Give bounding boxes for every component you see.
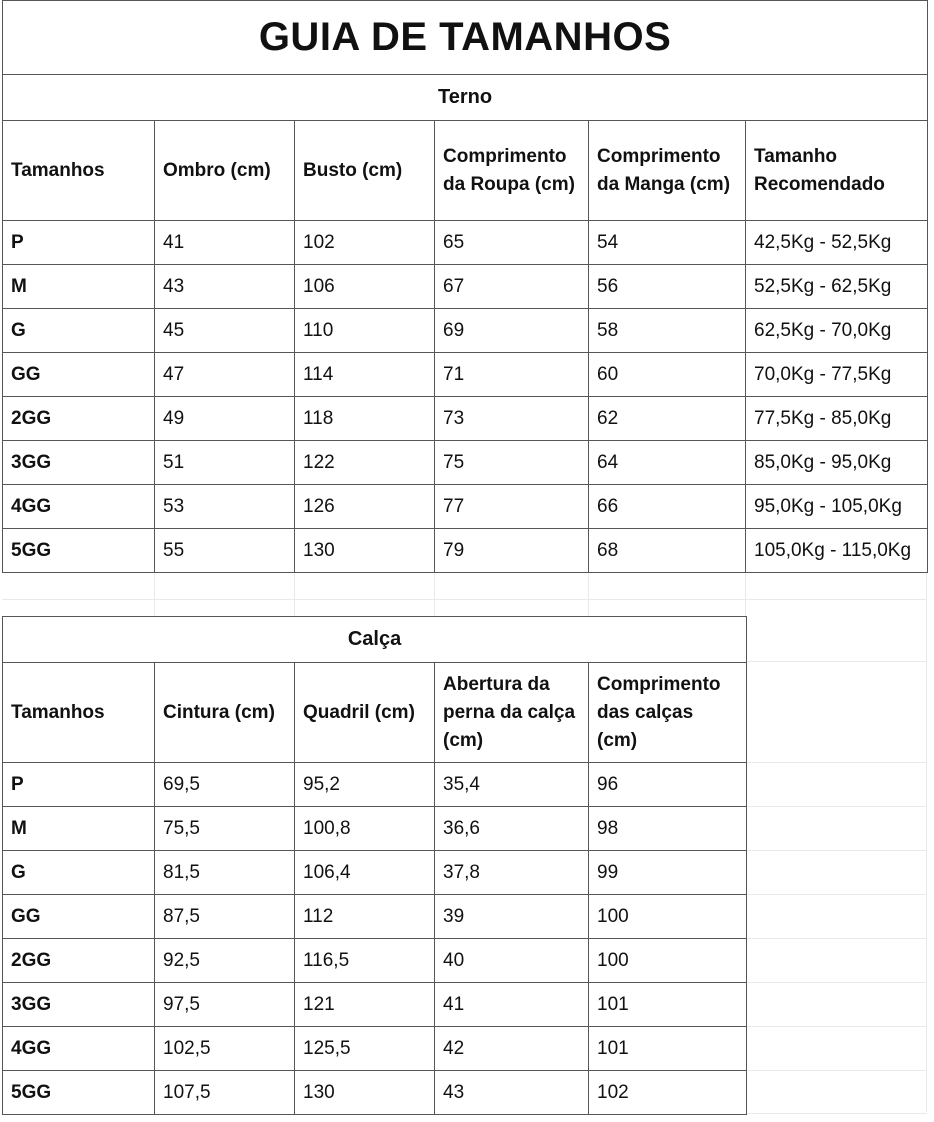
table-cell: 55 [155, 529, 295, 573]
table-cell: 100,8 [295, 807, 435, 851]
table-cell: 65 [435, 221, 589, 265]
gridline [434, 572, 435, 616]
table-cell: 102 [589, 1071, 747, 1115]
table-cell: 102 [295, 221, 435, 265]
terno-header-comprimento-roupa: Comprimento da Roupa (cm) [435, 121, 589, 221]
table-cell: 70,0Kg - 77,5Kg [746, 353, 928, 397]
table-row [3, 485, 928, 529]
gridline [745, 1113, 927, 1114]
table-cell: 126 [295, 485, 435, 529]
table-cell: 92,5 [155, 939, 295, 983]
calca-header-abertura-perna: Abertura da perna da calça (cm) [435, 663, 589, 763]
table-cell: 102,5 [155, 1027, 295, 1071]
table-cell: 60 [589, 353, 746, 397]
size-cell: G [3, 309, 155, 353]
table-cell: 53 [155, 485, 295, 529]
page-title: GUIA DE TAMANHOS [3, 1, 928, 75]
gridline [154, 572, 155, 616]
size-cell: GG [3, 353, 155, 397]
calca-table [2, 616, 747, 1115]
size-cell: 5GG [3, 529, 155, 573]
table-cell: 85,0Kg - 95,0Kg [746, 441, 928, 485]
gridline [745, 762, 927, 763]
size-cell: M [3, 807, 155, 851]
table-row [3, 1071, 747, 1115]
table-cell: 43 [155, 265, 295, 309]
table-cell: 98 [589, 807, 747, 851]
table-cell: 67 [435, 265, 589, 309]
table-cell: 101 [589, 1027, 747, 1071]
table-cell: 42,5Kg - 52,5Kg [746, 221, 928, 265]
table-cell: 49 [155, 397, 295, 441]
table-cell: 43 [435, 1071, 589, 1115]
table-row [3, 763, 747, 807]
gridline [745, 806, 927, 807]
table-row [3, 221, 928, 265]
table-cell: 79 [435, 529, 589, 573]
size-cell: 5GG [3, 1071, 155, 1115]
table-cell: 75,5 [155, 807, 295, 851]
table-cell: 95,2 [295, 763, 435, 807]
terno-section-title: Terno [3, 75, 928, 121]
gridline [588, 572, 589, 616]
terno-header-busto: Busto (cm) [295, 121, 435, 221]
size-cell: GG [3, 895, 155, 939]
table-cell: 96 [589, 763, 747, 807]
size-cell: 2GG [3, 397, 155, 441]
table-cell: 69 [435, 309, 589, 353]
table-cell: 112 [295, 895, 435, 939]
size-cell: 4GG [3, 1027, 155, 1071]
table-cell: 39 [435, 895, 589, 939]
table-cell: 41 [435, 983, 589, 1027]
table-cell: 71 [435, 353, 589, 397]
gridline [926, 572, 927, 1112]
table-cell: 116,5 [295, 939, 435, 983]
table-cell: 130 [295, 1071, 435, 1115]
table-cell: 121 [295, 983, 435, 1027]
gridline [745, 1026, 927, 1027]
calca-header-tamanhos: Tamanhos [3, 663, 155, 763]
terno-header-tamanhos: Tamanhos [3, 121, 155, 221]
calca-header-cintura: Cintura (cm) [155, 663, 295, 763]
table-row [3, 529, 928, 573]
table-cell: 105,0Kg - 115,0Kg [746, 529, 928, 573]
calca-section-title: Calça [3, 617, 747, 663]
terno-header-comprimento-manga: Comprimento da Manga (cm) [589, 121, 746, 221]
table-cell: 100 [589, 939, 747, 983]
terno-header-tamanho-recomendado: Tamanho Recomendado [746, 121, 928, 221]
table-row [3, 265, 928, 309]
table-cell: 54 [589, 221, 746, 265]
table-cell: 106,4 [295, 851, 435, 895]
gridline [745, 1070, 927, 1071]
table-cell: 99 [589, 851, 747, 895]
table-row [3, 983, 747, 1027]
gridline [2, 599, 927, 600]
table-cell: 100 [589, 895, 747, 939]
size-cell: 2GG [3, 939, 155, 983]
gridline [745, 982, 927, 983]
size-cell: 3GG [3, 983, 155, 1027]
table-cell: 118 [295, 397, 435, 441]
table-cell: 40 [435, 939, 589, 983]
size-cell: M [3, 265, 155, 309]
size-cell: P [3, 221, 155, 265]
table-cell: 56 [589, 265, 746, 309]
table-cell: 62,5Kg - 70,0Kg [746, 309, 928, 353]
table-row [3, 397, 928, 441]
calca-header-row [3, 663, 747, 763]
table-cell: 47 [155, 353, 295, 397]
table-cell: 125,5 [295, 1027, 435, 1071]
table-cell: 45 [155, 309, 295, 353]
table-cell: 77 [435, 485, 589, 529]
table-row [3, 441, 928, 485]
gridline [745, 850, 927, 851]
table-row [3, 851, 747, 895]
terno-table [2, 0, 928, 573]
table-cell: 107,5 [155, 1071, 295, 1115]
table-cell: 35,4 [435, 763, 589, 807]
table-cell: 36,6 [435, 807, 589, 851]
size-cell: 4GG [3, 485, 155, 529]
table-cell: 95,0Kg - 105,0Kg [746, 485, 928, 529]
table-cell: 68 [589, 529, 746, 573]
gridline [745, 894, 927, 895]
table-cell: 73 [435, 397, 589, 441]
table-row [3, 895, 747, 939]
table-cell: 66 [589, 485, 746, 529]
size-cell: P [3, 763, 155, 807]
table-cell: 69,5 [155, 763, 295, 807]
table-cell: 97,5 [155, 983, 295, 1027]
table-cell: 122 [295, 441, 435, 485]
table-cell: 41 [155, 221, 295, 265]
table-cell: 62 [589, 397, 746, 441]
table-cell: 106 [295, 265, 435, 309]
table-cell: 58 [589, 309, 746, 353]
table-row [3, 939, 747, 983]
table-cell: 37,8 [435, 851, 589, 895]
size-cell: 3GG [3, 441, 155, 485]
size-cell: G [3, 851, 155, 895]
table-cell: 81,5 [155, 851, 295, 895]
calca-header-quadril: Quadril (cm) [295, 663, 435, 763]
gridline [294, 572, 295, 616]
table-cell: 75 [435, 441, 589, 485]
table-row [3, 1027, 747, 1071]
table-cell: 110 [295, 309, 435, 353]
table-cell: 130 [295, 529, 435, 573]
table-cell: 42 [435, 1027, 589, 1071]
table-cell: 52,5Kg - 62,5Kg [746, 265, 928, 309]
table-cell: 64 [589, 441, 746, 485]
terno-header-ombro: Ombro (cm) [155, 121, 295, 221]
gridline [745, 661, 927, 662]
table-row [3, 807, 747, 851]
table-row [3, 353, 928, 397]
table-cell: 51 [155, 441, 295, 485]
table-cell: 114 [295, 353, 435, 397]
table-row [3, 309, 928, 353]
terno-header-row [3, 121, 928, 221]
gridline [745, 938, 927, 939]
calca-header-comprimento-calcas: Comprimento das calças (cm) [589, 663, 747, 763]
table-cell: 87,5 [155, 895, 295, 939]
table-cell: 101 [589, 983, 747, 1027]
table-cell: 77,5Kg - 85,0Kg [746, 397, 928, 441]
